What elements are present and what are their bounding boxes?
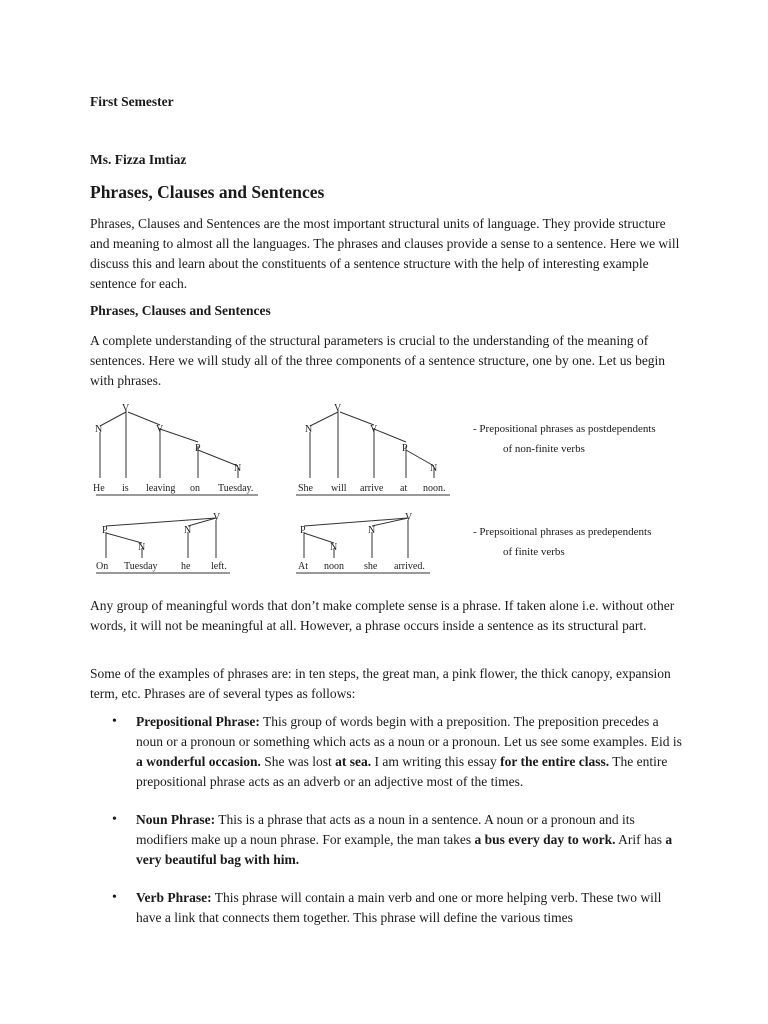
section-subheading: Phrases, Clauses and Sentences <box>90 303 271 318</box>
node-v: V <box>334 403 342 414</box>
tree2-word: at <box>400 483 408 494</box>
note-line: - Prepsoitional phrases as predependents <box>473 526 652 538</box>
note-line: - Prepositional phrases as postdependents <box>473 423 656 435</box>
list-item <box>112 810 687 870</box>
bullet-text: The entire prepositional phrase acts as an adverb or an adjective most of the times. <box>136 754 668 789</box>
tree4-word: she <box>364 561 378 572</box>
tree1-word: on <box>190 483 200 494</box>
node-n: N <box>430 463 438 474</box>
diagram-note-postdependents <box>473 419 683 459</box>
node-v: V <box>405 512 413 523</box>
tree4-word: noon <box>324 561 344 572</box>
phrase-definition-paragraph: Any group of meaningful words that don’t make complete sense is a phrase. If taken alone i.e. without other words, it will not be meaningful at all. However, a phrase occurs inside a sentence as its structural part. <box>90 598 675 633</box>
tree1-word: He <box>93 483 105 494</box>
list-item <box>112 888 687 928</box>
node-p: P <box>402 443 408 454</box>
node-n: N <box>138 542 146 553</box>
bullet-text: She was lost <box>260 754 336 769</box>
node-n: N <box>234 463 242 474</box>
tree4-word: At <box>298 561 308 572</box>
node-v: V <box>213 512 221 523</box>
tree1-word: Tuesday. <box>218 483 254 494</box>
tree2-word: noon. <box>423 483 446 494</box>
bullet-text: This is a phrase that acts as a noun in a sentence. A noun or a pronoun and its modifiers make up a noun phrase. For example, the man takes <box>136 812 635 847</box>
node-n: N <box>305 424 313 435</box>
instructor-name: Ms. Fizza Imtiaz <box>90 152 187 167</box>
bullet-text: This group of words begin with a preposition. The preposition precedes a noun or a pronoun or something which acts as a noun or a pronoun. Let us see some examples. Eid is <box>136 714 682 749</box>
list-item <box>112 712 687 792</box>
tree3-word: he <box>181 561 191 572</box>
tree3-word: left. <box>211 561 227 572</box>
tree4-word: arrived. <box>394 561 425 572</box>
node-n: N <box>95 424 103 435</box>
structural-paragraph: A complete understanding of the structural parameters is crucial to the understanding of the meaning of sentences. Here we will study all of the three components of a sentence structure, one by one. Let us begin with phrases. <box>90 333 666 388</box>
tree3-word: Tuesday <box>124 561 158 572</box>
phrase-examples-paragraph: Some of the examples of phrases are: in ten steps, the great man, a pink flower, the thick canopy, expansion term, etc. Phrases are of several types as follows: <box>90 666 671 701</box>
node-v: V <box>122 403 130 414</box>
tree3-word: On <box>96 561 109 572</box>
bullet-text: This phrase will contain a main verb and one or more helping verb. These two will have a link that connects them together. This phrase will define the various times <box>136 890 662 925</box>
bullet-text: Arif has <box>615 832 666 847</box>
bullet-label: Noun Phrase: <box>136 812 216 827</box>
node-n: N <box>330 542 338 553</box>
bullet-emphasis: a wonderful occasion. <box>136 754 261 769</box>
bullet-label: Verb Phrase: <box>136 890 212 905</box>
node-n: N <box>184 525 192 536</box>
intro-paragraph: Phrases, Clauses and Sentences are the most important structural units of language. They provide structure and meaning to almost all the languages. The phrases and clauses provide a sense to a sentence. Here we will discuss this and learn about the constituents of a sentence structure with the help of interesting example sentence for each. <box>90 216 680 291</box>
note-line: of non-finite verbs <box>503 443 585 455</box>
node-n: N <box>368 525 376 536</box>
diagram-note-predependents <box>473 522 683 562</box>
page-title: Phrases, Clauses and Sentences <box>90 182 325 202</box>
bullet-emphasis: a very beautiful bag with him. <box>136 832 673 867</box>
semester-label: First Semester <box>90 94 174 109</box>
bullet-emphasis: at sea. <box>335 754 372 769</box>
tree2-word: will <box>331 483 347 494</box>
bullet-label: Prepositional Phrase: <box>136 714 260 729</box>
bullet-emphasis: a bus every day to work. <box>474 832 616 847</box>
tree1-word: is <box>122 483 129 494</box>
tree2-word: arrive <box>360 483 384 494</box>
node-p: P <box>300 525 306 536</box>
node-v: V <box>370 424 378 435</box>
node-p: P <box>102 525 108 536</box>
bullet-emphasis: for the entire class. <box>500 754 610 769</box>
node-p: P <box>195 443 201 454</box>
node-v: V <box>156 424 164 435</box>
tree2-word: She <box>298 483 313 494</box>
note-line: of finite verbs <box>503 546 565 558</box>
phrase-types-list <box>112 712 687 928</box>
tree1-word: leaving <box>146 483 176 494</box>
bullet-text: I am writing this essay <box>371 754 501 769</box>
